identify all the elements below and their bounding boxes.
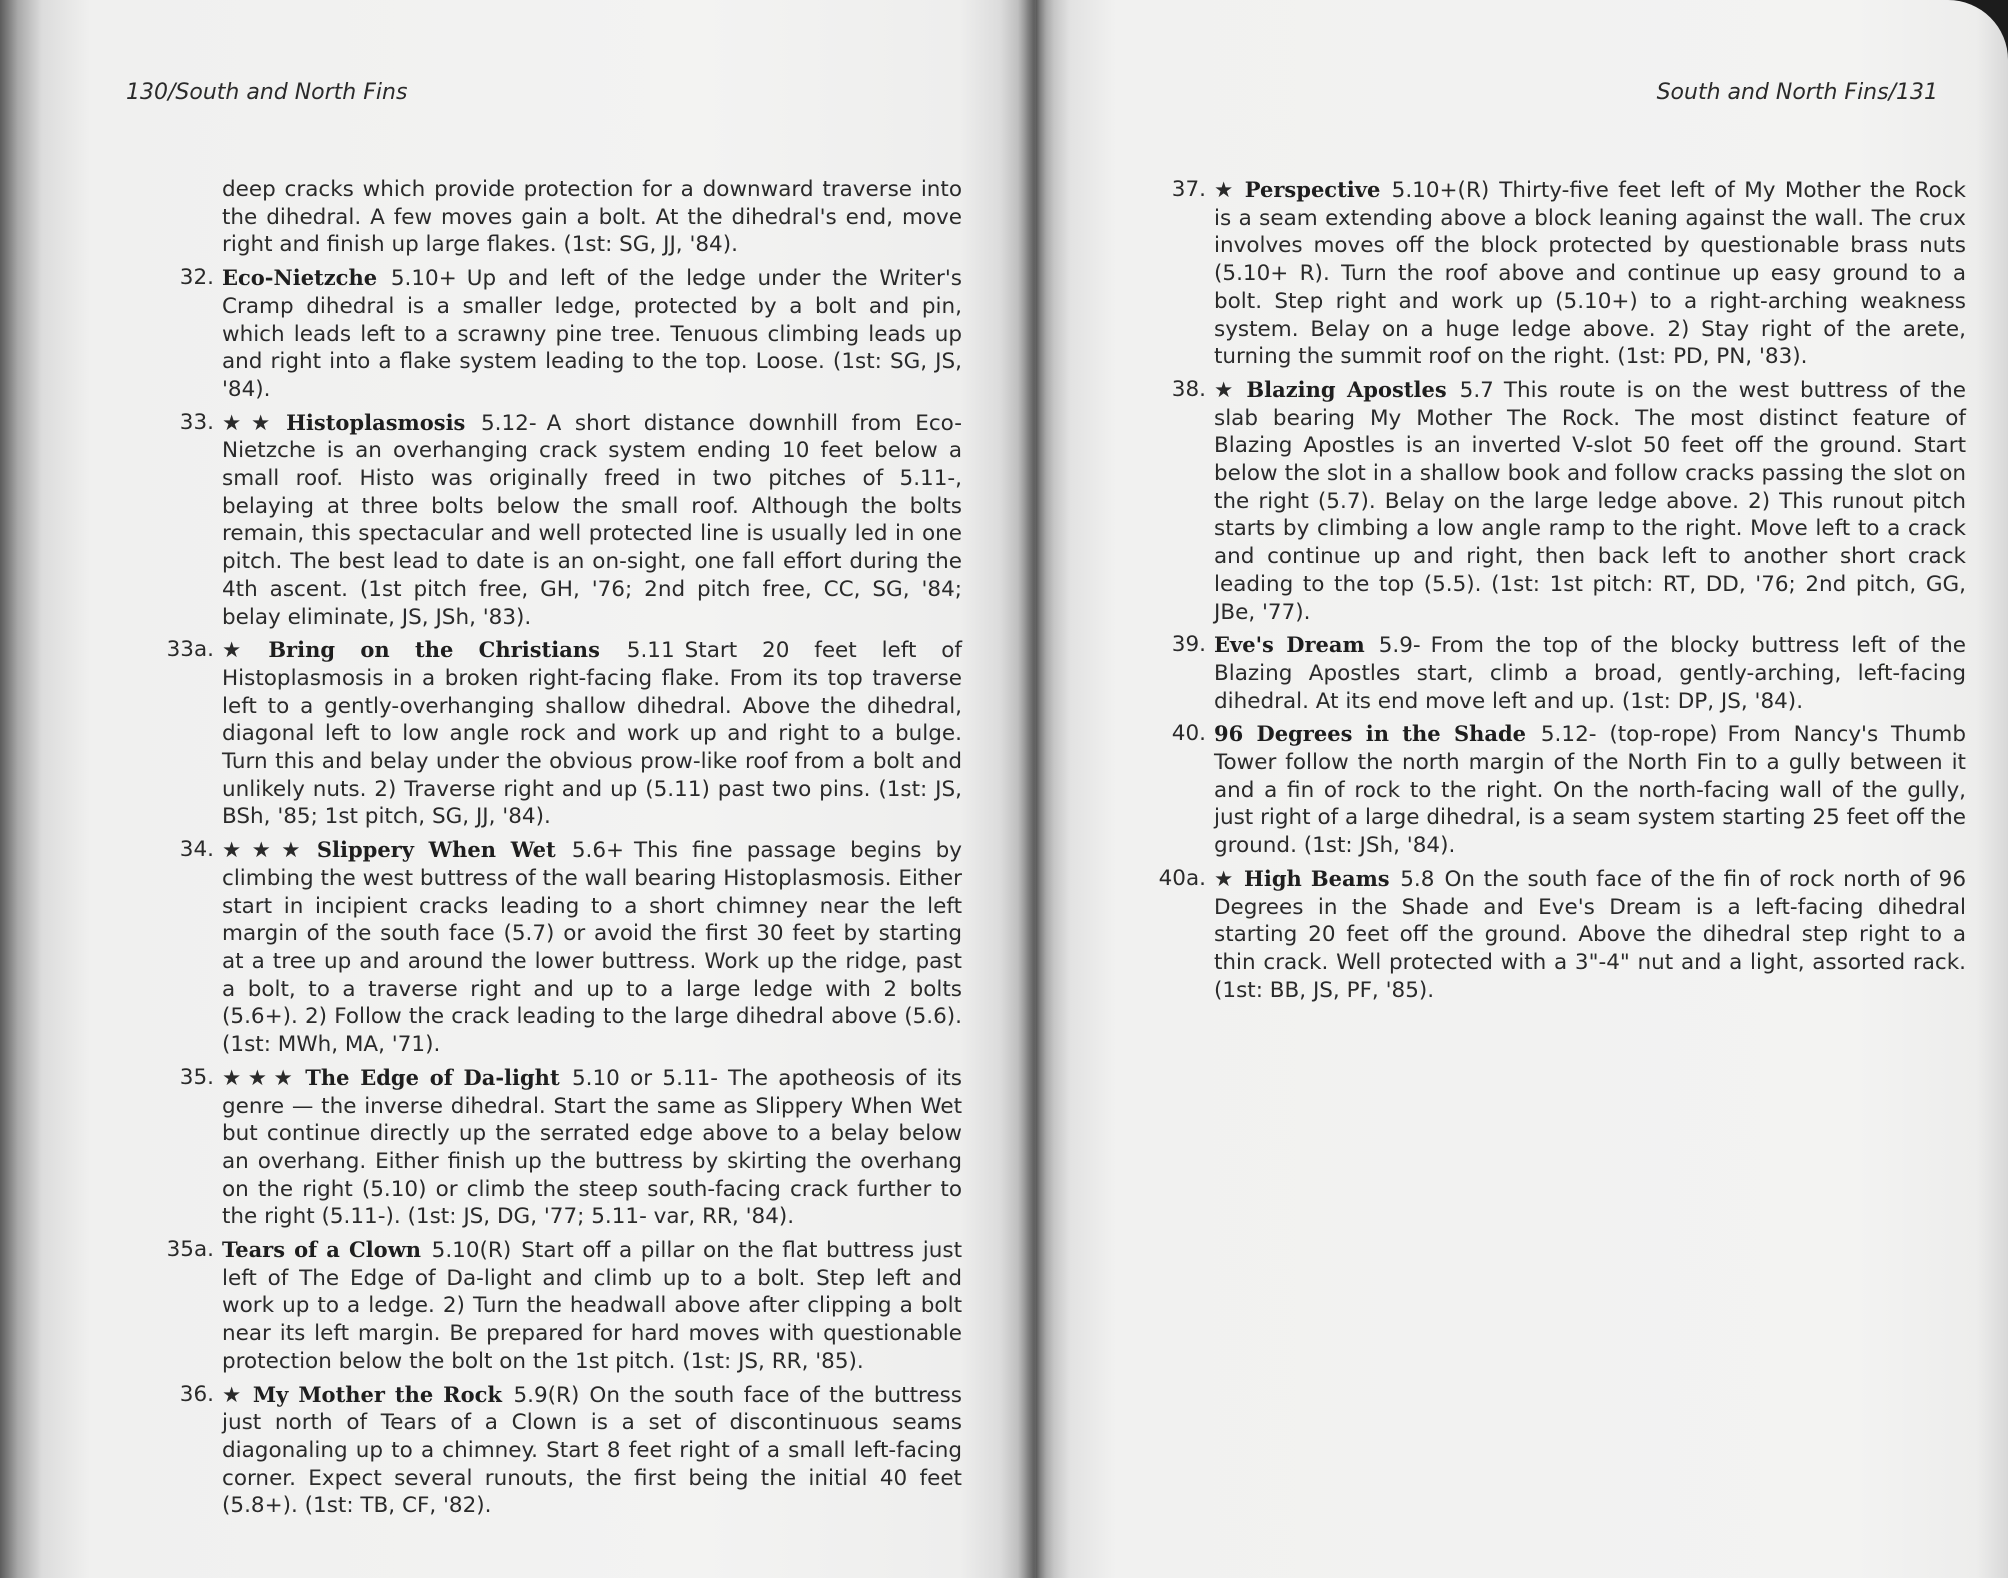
route-entry xyxy=(160,836,962,1059)
route-name: High Beams xyxy=(1244,865,1390,891)
route-name: Tears of a Clown xyxy=(222,1237,422,1263)
route-name: My Mother the Rock xyxy=(252,1381,502,1407)
route-entry xyxy=(1152,631,1966,715)
route-number: 40a. xyxy=(1158,865,1206,891)
quality-stars-icon: ★★ xyxy=(222,410,281,436)
route-entry xyxy=(1152,176,1966,371)
route-name: The Edge of Da-light xyxy=(305,1064,560,1090)
route-description xyxy=(222,836,962,1059)
route-number: 35. xyxy=(179,1064,214,1090)
route-grade: 5.12- xyxy=(480,410,537,436)
route-description xyxy=(1214,720,1966,860)
route-entry xyxy=(1152,376,1966,626)
quality-stars-icon: ★ xyxy=(1214,377,1241,403)
route-description xyxy=(222,636,962,831)
route-description xyxy=(222,1236,962,1376)
quality-stars-icon: ★ xyxy=(1214,866,1239,892)
route-description xyxy=(222,176,962,259)
route-grade: 5.11 xyxy=(626,638,675,664)
right-page xyxy=(1036,0,2008,1578)
route-number: 37. xyxy=(1171,177,1206,202)
route-number: 40. xyxy=(1171,721,1206,747)
route-number: 39. xyxy=(1171,632,1206,658)
route-number: 32. xyxy=(179,265,214,291)
route-grade: 5.9(R) xyxy=(513,1382,580,1408)
route-description xyxy=(222,1064,962,1231)
running-head-right: South and North Fins/131 xyxy=(1656,80,1938,105)
route-entry xyxy=(1152,865,1966,1005)
route-grade: 5.12- (top-rope) xyxy=(1540,722,1718,748)
route-entry xyxy=(160,1381,962,1521)
route-description xyxy=(1214,865,1966,1005)
route-name: 96 Degrees in the Shade xyxy=(1214,721,1527,747)
route-entry xyxy=(160,1064,962,1231)
route-description xyxy=(1214,631,1966,715)
running-head-left: 130/South and North Fins xyxy=(126,80,408,105)
route-body-text: Start off a pillar on the flat buttress just left of The Edge of Da-light and climb up to a bolt. Step left and work up to a ledge. 2) Turn the headwall above after clipping a bolt near its left margin. Be prepared for hard moves with questionable protection below the bolt on the 1st pitch. (1st: JS, RR, '85). xyxy=(222,1238,962,1374)
route-body-text: The apotheosis of its genre — the inverse dihedral. Start the same as Slippery When Wet but continue directly up the serrated edge above to a belay below an overhang. Either finish up the buttress by skirting the overhang on the right (5.10) or climb the steep south-facing crack further to the right (5.11-). (1st: JS, DG, '77; 5.11- var, RR, '84). xyxy=(222,1065,962,1230)
route-name: Eve's Dream xyxy=(1214,632,1365,658)
route-body-text: This fine passage begins by climbing the west buttress of the wall bearing Histoplasmosis. Either start in incipient cracks leading to a short chimney near the left margin of the south face (5.7) or avoid the first 30 feet by starting at a tree up and around the lower buttress. Work up the ridge, past a bolt, to a traverse right and up to a large ledge with 2 bolts (5.6+). 2) Follow the crack leading to the large dihedral above (5.6). (1st: MWh, MA, '71). xyxy=(222,838,963,1058)
route-body-text: On the south face of the fin of rock north of 96 Degrees in the Shade and Eve's Dream is a left-facing dihedral starting 20 feet off the ground. Above the dihedral step right to a thin crack. Well protected with a 3"-4" nut and a light, assorted rack. (1st: BB, JS, PF, '85). xyxy=(1214,866,1967,1003)
quality-stars-icon: ★ xyxy=(222,638,263,664)
route-body-text: A short distance downhill from Eco-Nietzche is an overhanging crack system ending 10 feet below a small roof. Histo was originally freed in two pitches of 5.11-, belaying at three bolts below the small roof. Although the bolts remain, this spectacular and well protected line is usually led in one pitch. The best lead to date is an on-sight, one fall effort during the 4th ascent. (1st pitch free, GH, '76; 2nd pitch free, CC, SG, '84; belay eliminate, JS, JSh, '83). xyxy=(222,410,962,630)
route-grade: 5.8 xyxy=(1400,866,1435,892)
route-grade: 5.10+ xyxy=(390,266,457,292)
book-gutter xyxy=(1018,0,1054,1578)
quality-stars-icon: ★★★ xyxy=(222,838,311,864)
route-name: Perspective xyxy=(1244,177,1381,202)
route-name: Eco-Nietzche xyxy=(222,265,378,291)
route-entry xyxy=(160,176,962,259)
route-description xyxy=(1214,376,1966,626)
route-body-text: On the south face of the buttress just north of Tears of a Clown is a set of discontinuous seams diagonaling up to a chimney. Start 8 feet right of a small left-facing corner. Expect several runouts, the first being the initial 40 feet (5.8+). (1st: TB, CF, '82). xyxy=(222,1382,963,1519)
route-grade: 5.10+(R) xyxy=(1391,178,1490,203)
route-description xyxy=(222,1381,962,1521)
route-name: Blazing Apostles xyxy=(1246,376,1447,402)
route-grade: 5.10 or 5.11- xyxy=(571,1065,719,1091)
route-list-left xyxy=(160,176,962,1525)
route-entry xyxy=(160,264,962,404)
route-description xyxy=(222,409,962,632)
quality-stars-icon: ★ xyxy=(1214,178,1239,203)
route-body-text: Thirty-five feet left of My Mother the Rock is a seam extending above a block leaning against the wall. The crux involves moves off the block protected by questionable brass nuts (5.10+ R). Turn the roof above and continue up easy ground to a bolt. Step right and work up (5.10+) to a right-arching weakness system. Belay on a huge ledge above. 2) Stay right of the arete, turning the summit roof on the right. (1st: PD, PN, '83). xyxy=(1214,178,1966,370)
route-name: Histoplasmosis xyxy=(286,409,466,435)
route-grade: 5.9- xyxy=(1378,633,1421,659)
route-entry xyxy=(160,1236,962,1376)
route-entry xyxy=(160,409,962,632)
route-list-right xyxy=(1152,176,1966,1009)
route-grade: 5.7 xyxy=(1459,377,1494,403)
route-number: 34. xyxy=(179,837,214,863)
route-description xyxy=(222,264,962,404)
route-body-text: Up and left of the ledge under the Writer's Cramp dihedral is a smaller ledge, protected by a bolt and pin, which leads left to a scrawny pine tree. Tenuous climbing leads up and right into a flake system leading to the top. Loose. (1st: SG, JS, '84). xyxy=(222,266,962,402)
route-body-text: This route is on the west buttress of the slab bearing My Mother The Rock. The most distinct feature of Blazing Apostles is an inverted V-slot 50 feet off the ground. Start below the slot in a shallow book and follow cracks passing the slot on the right (5.7). Belay on the large ledge above. 2) This runout pitch starts by climbing a low angle ramp to the right. Move left to a crack and continue up and right, then back left to another short crack leading to the top (5.5). (1st: 1st pitch: RT, DD, '76; 2nd pitch, GG, JBe, '77). xyxy=(1214,377,1966,625)
route-number: 36. xyxy=(179,1381,214,1407)
route-number: 38. xyxy=(1171,376,1206,402)
route-name: Bring on the Christians xyxy=(268,637,600,663)
route-description xyxy=(1214,176,1966,371)
route-body-text: From the top of the blocky buttress left of the Blazing Apostles start, climb a broad, gently-arching, left-facing dihedral. At its end move left and up. (1st: DP, JS, '84). xyxy=(1214,633,1966,714)
route-grade: 5.6+ xyxy=(571,838,625,864)
route-number: 33. xyxy=(179,409,214,435)
quality-stars-icon: ★★★ xyxy=(222,1065,300,1091)
route-grade: 5.10(R) xyxy=(431,1238,512,1264)
route-body-text: From Nancy's Thumb Tower follow the north margin of the North Fin to a gully between it and a fin of rock to the right. On the north-facing wall of the gully, just right of a large dihedral, is a seam system starting 25 feet off the ground. (1st: JSh, '84). xyxy=(1214,722,1966,859)
route-entry xyxy=(1152,720,1966,860)
route-number: 35a. xyxy=(166,1237,214,1263)
route-body-text: deep cracks which provide protection for a downward traverse into the dihedral. A few moves gain a bolt. At the dihedral's end, move right and finish up large flakes. (1st: SG, JJ, '84). xyxy=(222,177,962,258)
route-entry xyxy=(160,636,962,831)
quality-stars-icon: ★ xyxy=(222,1382,247,1408)
route-body-text: Start 20 feet left of Histoplasmosis in a broken right-facing flake. From its top traverse left to a gently-overhanging shallow dihedral. Above the dihedral, diagonal left to low angle rock and work up and right to a bulge. Turn this and belay under the obvious prow-like roof from a bolt and unlikely nuts. 2) Traverse right and up (5.11) past two pins. (1st: JS, BSh, '85; 1st pitch, SG, JJ, '84). xyxy=(222,638,962,830)
route-name: Slippery When Wet xyxy=(316,837,556,863)
route-number: 33a. xyxy=(166,637,214,663)
